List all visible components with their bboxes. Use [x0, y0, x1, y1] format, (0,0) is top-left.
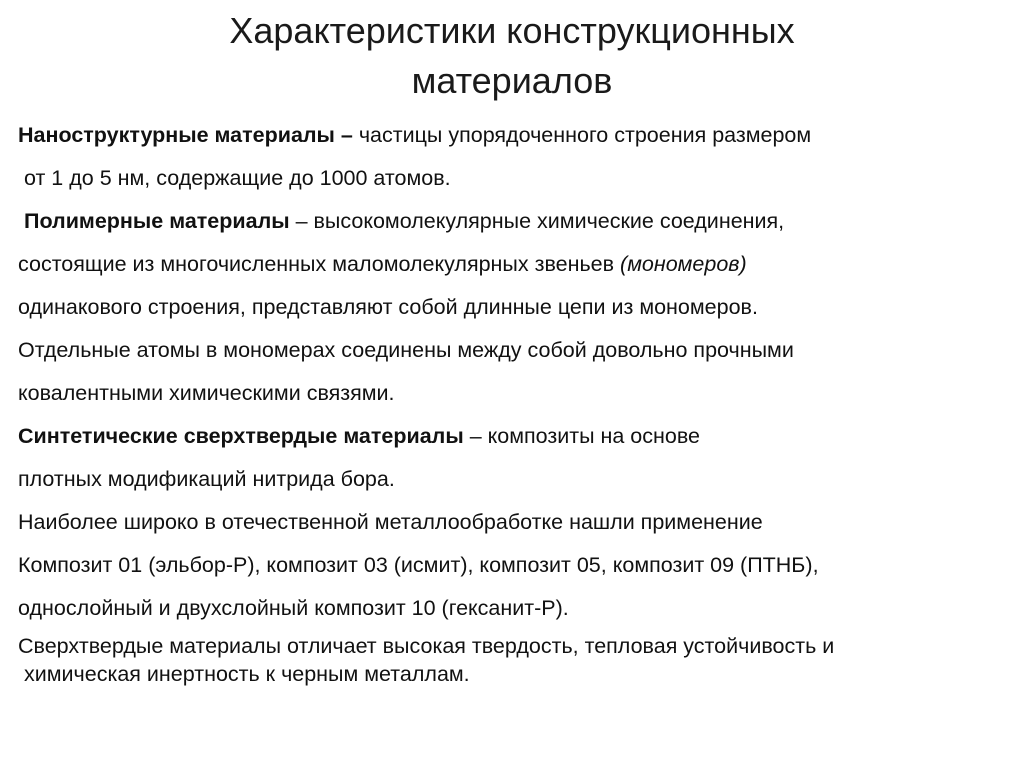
superhard-paragraph-line-5: однослойный и двухслойный композит 10 (гексанит-Р).: [18, 596, 569, 620]
polymer-paragraph-line-5: ковалентными химическими связями.: [18, 381, 395, 405]
polymer-paragraph-line-3: одинакового строения, представляют собой длинные цепи из мономеров.: [18, 295, 758, 319]
polymer-term: Полимерные материалы: [24, 209, 290, 233]
superhard-paragraph-line-1: [18, 415, 1008, 458]
superhard-paragraph-line-2: плотных модификаций нитрида бора.: [18, 467, 395, 491]
polymer-paragraph-line-2: [18, 243, 1008, 286]
properties-paragraph-line-1: Сверхтвердые материалы отличает высокая твердость, тепловая устойчивость и: [18, 634, 835, 658]
polymer-line-2-text: состоящие из многочисленных маломолекулярных звеньев: [18, 252, 621, 276]
nano-paragraph-line-1: [18, 114, 1008, 157]
slide-title-line-2: материалов: [411, 60, 613, 101]
nano-term: Наноструктурные материалы –: [18, 123, 353, 147]
slide-title-line-1: Характеристики конструкционных: [229, 10, 795, 51]
superhard-paragraph-line-3: Наиболее широко в отечественной металлообработке нашли применение: [18, 510, 763, 534]
nano-definition: частицы упорядоченного строения размером: [352, 123, 812, 147]
polymer-definition: – высокомолекулярные химические соединения,: [289, 209, 785, 233]
polymer-paragraph-line-1: [18, 200, 1008, 243]
properties-paragraph-line-2: химическая инертность к черным металлам.: [24, 662, 470, 686]
slide-title: [0, 6, 1024, 106]
superhard-definition: – композиты на основе: [463, 424, 700, 448]
nano-paragraph-line-2: от 1 до 5 нм, содержащие до 1000 атомов.: [24, 166, 451, 190]
polymer-paragraph-line-4: Отдельные атомы в мономерах соединены между собой довольно прочными: [18, 338, 794, 362]
slide-body: [18, 114, 1008, 697]
superhard-term: Синтетические сверхтвердые материалы: [18, 424, 464, 448]
monomers-italic: (мономеров): [620, 252, 747, 276]
superhard-paragraph-line-4: Композит 01 (эльбор-Р), композит 03 (исмит), композит 05, композит 09 (ПТНБ),: [18, 553, 819, 577]
